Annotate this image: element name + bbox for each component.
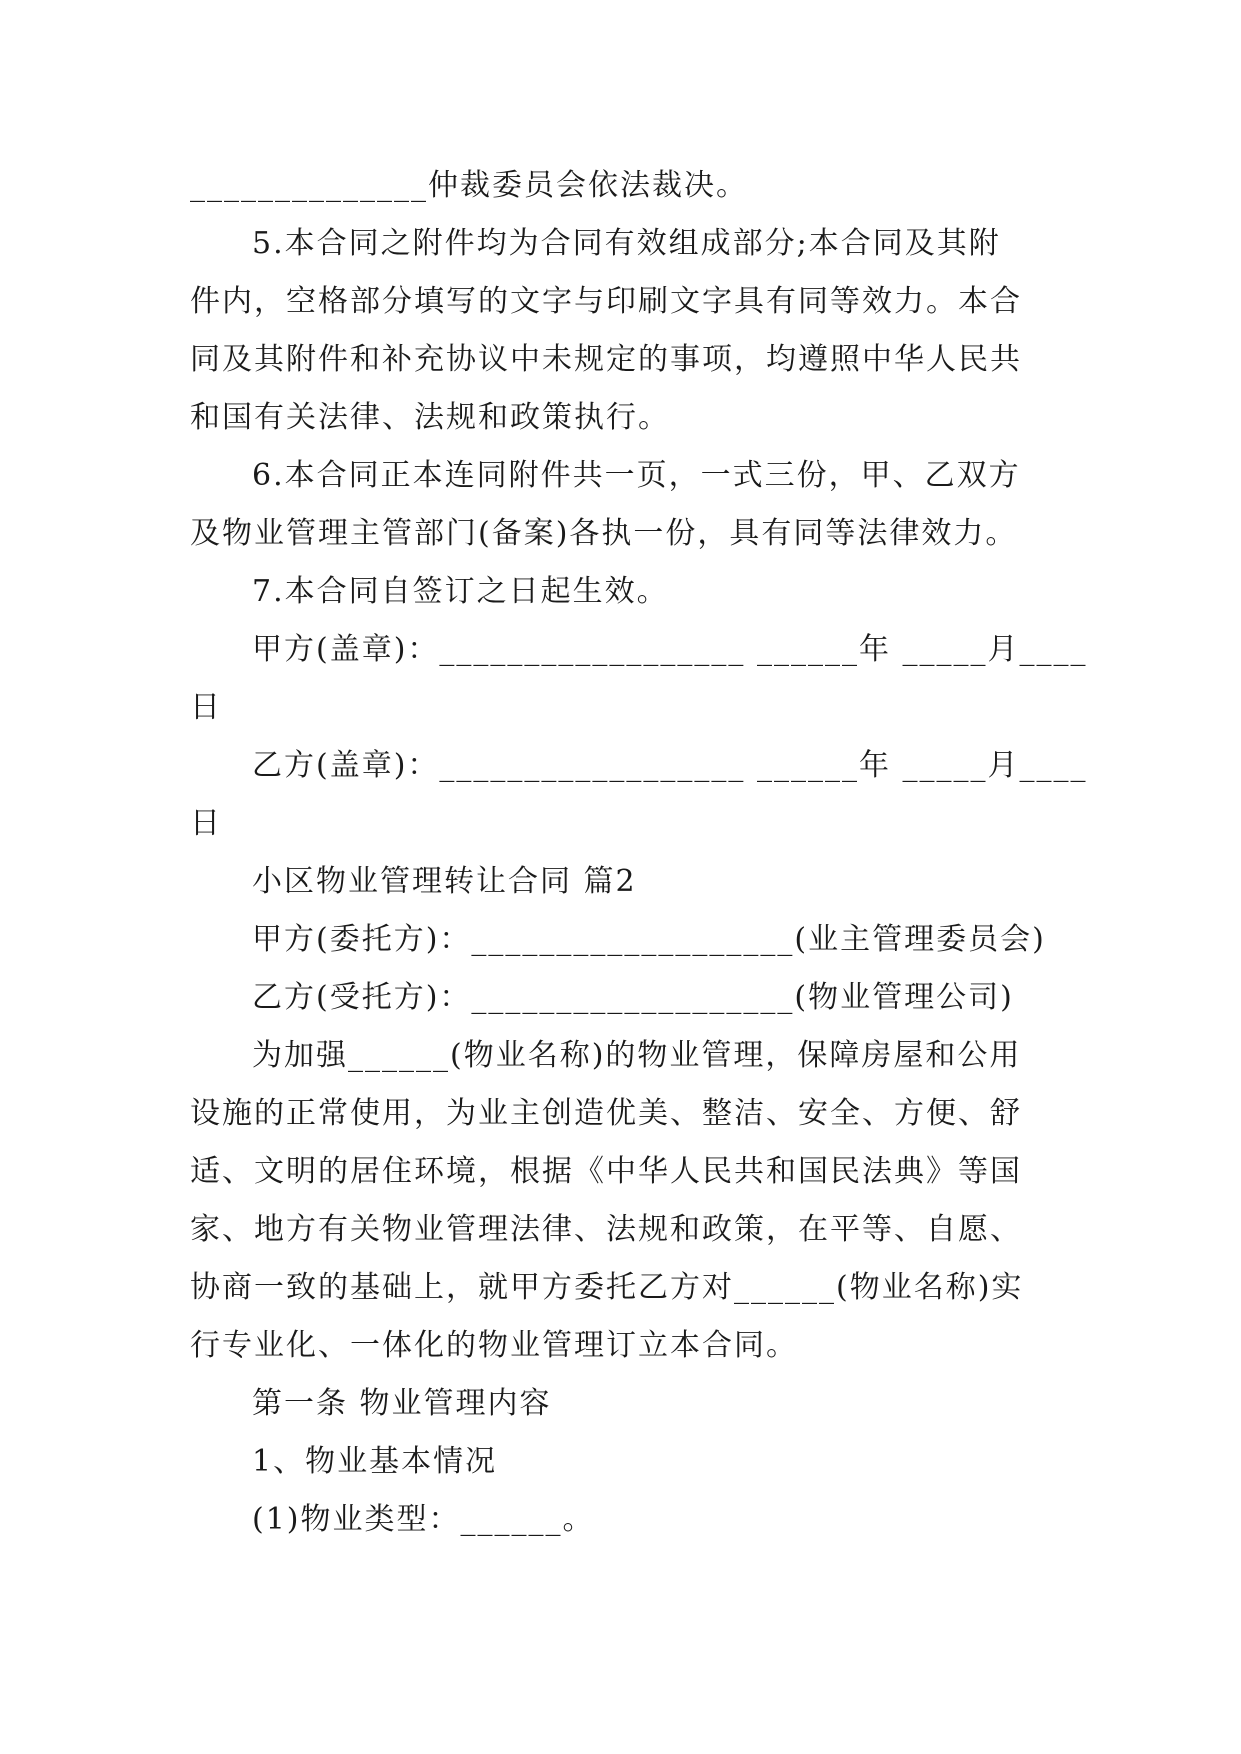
text-line: 7.本合同自签订之日起生效。 — [252, 574, 669, 609]
text-line: 6.本合同正本连同附件共一页，一式三份，甲、乙双方 — [252, 458, 1021, 493]
signature-line-party-b: 乙方(盖章)：__________________ ______年 _____月____ — [252, 748, 1088, 783]
text-line: 5.本合同之附件均为合同有效组成部分;本合同及其附 — [252, 226, 1001, 261]
text-line: 和国有关法律、法规和政策执行。 — [190, 400, 670, 435]
party-a-line: 甲方(委托方)：___________________(业主管理委员会) — [252, 922, 1046, 957]
text-line: 日 — [190, 806, 222, 841]
section-heading: 小区物业管理转让合同 篇2 — [252, 864, 637, 899]
text-line: ______________仲裁委员会依法裁决。 — [190, 168, 748, 203]
text-line: 日 — [190, 690, 222, 725]
subsection-heading: 1、物业基本情况 — [252, 1444, 498, 1479]
text-line: 设施的正常使用，为业主创造优美、整洁、安全、方便、舒 — [190, 1096, 1022, 1131]
text-line: 家、地方有关物业管理法律、法规和政策，在平等、自愿、 — [190, 1212, 1022, 1247]
signature-line-party-a: 甲方(盖章)：__________________ ______年 _____月____ — [252, 632, 1088, 667]
text-line: 同及其附件和补充协议中未规定的事项，均遵照中华人民共 — [190, 342, 1022, 377]
text-line: (1)物业类型：______。 — [252, 1502, 595, 1537]
text-line: 行专业化、一体化的物业管理订立本合同。 — [190, 1328, 798, 1363]
text-line: 为加强______(物业名称)的物业管理，保障房屋和公用 — [252, 1038, 1022, 1073]
text-line: 适、文明的居住环境，根据《中华人民共和国民法典》等国 — [190, 1154, 1022, 1189]
party-b-line: 乙方(受托方)：___________________(物业管理公司) — [252, 980, 1014, 1015]
text-line: 及物业管理主管部门(备案)各执一份，具有同等法律效力。 — [190, 516, 1018, 551]
article-heading: 第一条 物业管理内容 — [252, 1386, 552, 1421]
text-line: 协商一致的基础上，就甲方委托乙方对______(物业名称)实 — [190, 1270, 1024, 1305]
text-line: 件内，空格部分填写的文字与印刷文字具有同等效力。本合 — [190, 284, 1022, 319]
